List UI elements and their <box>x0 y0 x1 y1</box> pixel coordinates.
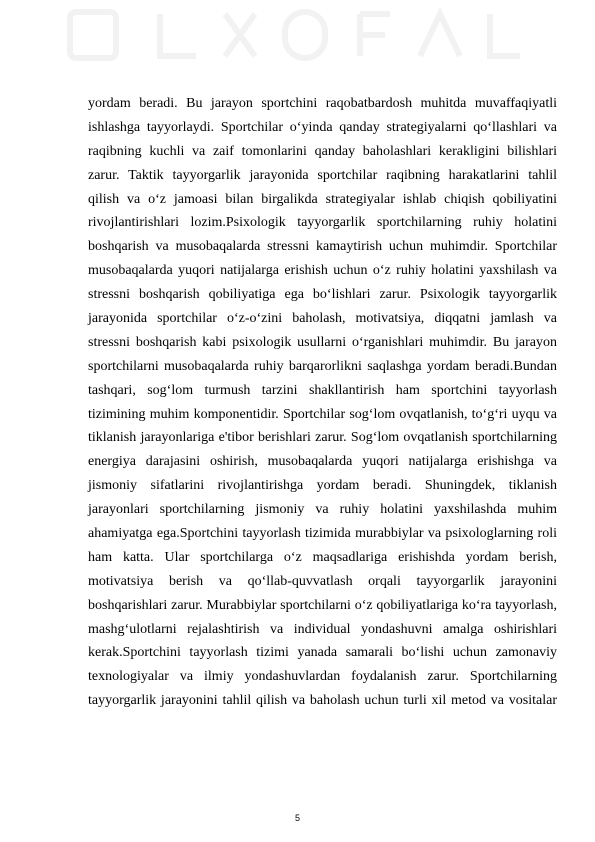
text-line: energiya darajasini oshirish, musobaqalarda yuqori natijalarga erishishga va <box>88 454 557 470</box>
text-line: jismoniy sifatlarini rivojlantirishga yordam beradi. Shuningdek, tiklanish <box>88 478 557 494</box>
body-text <box>88 92 557 713</box>
text-line: sportchilarni musobaqalarda ruhiy barqarorlikni saqlashga yordam beradi.Bundan <box>88 358 557 374</box>
text-line: jarayonlari sportchilarning jismoniy va ruhiy holatini yaxshilashda muhim <box>88 502 557 518</box>
text-line: yordam beradi. Bu jarayon sportchini raqobatbardosh muhitda muvaffaqiyatli <box>88 96 557 111</box>
page-number: 5 <box>294 813 300 823</box>
text-line: tiklanish jarayonlariga e'tibor berishlari zarur. Sog‘lom ovqatlanish sportchilarning <box>88 430 557 446</box>
text-line: raqibning kuchli va zaif tomonlarini qanday baholashlari kerakligini bilishlari <box>88 143 557 159</box>
text-line: ahamiyatga ega.Sportchini tayyorlash tizimida murabbiylar va psixologlarning roli <box>88 526 557 542</box>
text-line: ham katta. Ular sportchilarga o‘z maqsadlariga erishishda yordam berish, <box>88 549 557 565</box>
text-line: boshqarishlari zarur. Murabbiylar sportchilarni o‘z qobiliyatlariga ko‘ra tayyorlash, <box>88 597 557 613</box>
text-line: tashqari, sog‘lom turmush tarzini shakllantirish ham sportchini tayyorlash <box>88 382 557 398</box>
text-line: mashg‘ulotlarni rejalashtirish va individual yondashuvni amalga oshirishlari <box>88 621 557 637</box>
text-line: tayyorgarlik jarayonini tahlil qilish va baholash uchun turli xil metod va vositalar <box>88 693 557 709</box>
text-line: zarur. Taktik tayyorgarlik jarayonida sportchilar raqibning harakatlarini tahlil <box>88 167 557 183</box>
text-line: texnologiyalar va ilmiy yondashuvlardan foydalanish zarur. Sportchilarning <box>88 669 557 685</box>
text-line: motivatsiya berish va qo‘llab-quvvatlash orqali tayyorgarlik jarayonini <box>88 573 557 589</box>
text-line: kerak.Sportchini tayyorlash tizimi yanada samarali bo‘lishi uchun zamonaviy <box>88 645 557 661</box>
text-line: stressni boshqarish kabi psixologik usullarni o‘rganishlari muhimdir. Bu jarayon <box>88 334 557 350</box>
text-line: tizimining muhim komponentidir. Sportchilar sog‘lom ovqatlanish, to‘g‘ri uyqu va <box>88 406 557 422</box>
text-line: musobaqalarda yuqori natijalarga erishish uchun o‘z ruhiy holatini yaxshilash va <box>88 263 557 279</box>
text-line: rivojlantirishlari lozim.Psixologik tayyorgarlik sportchilarning ruhiy holatini <box>88 215 557 231</box>
text-line: jarayonida sportchilar o‘z-o‘zini baholash, motivatsiya, diqqatni jamlash va <box>88 311 557 327</box>
text-line: boshqarish va musobaqalarda stressni kamaytirish uchun muhimdir. Sportchilar <box>88 239 557 255</box>
watermark-logo <box>0 0 595 80</box>
text-line: qilish va o‘z jamoasi bilan birgalikda strategiyalar ishlab chiqish qobiliyatini <box>88 191 557 207</box>
text-line: stressni boshqarish qobiliyatiga ega bo‘lishlari zarur. Psixologik tayyorgarlik <box>88 287 557 303</box>
text-line: ishlashga tayyorlaydi. Sportchilar o‘yinda qanday strategiyalarni qo‘llashlari va <box>88 119 557 135</box>
